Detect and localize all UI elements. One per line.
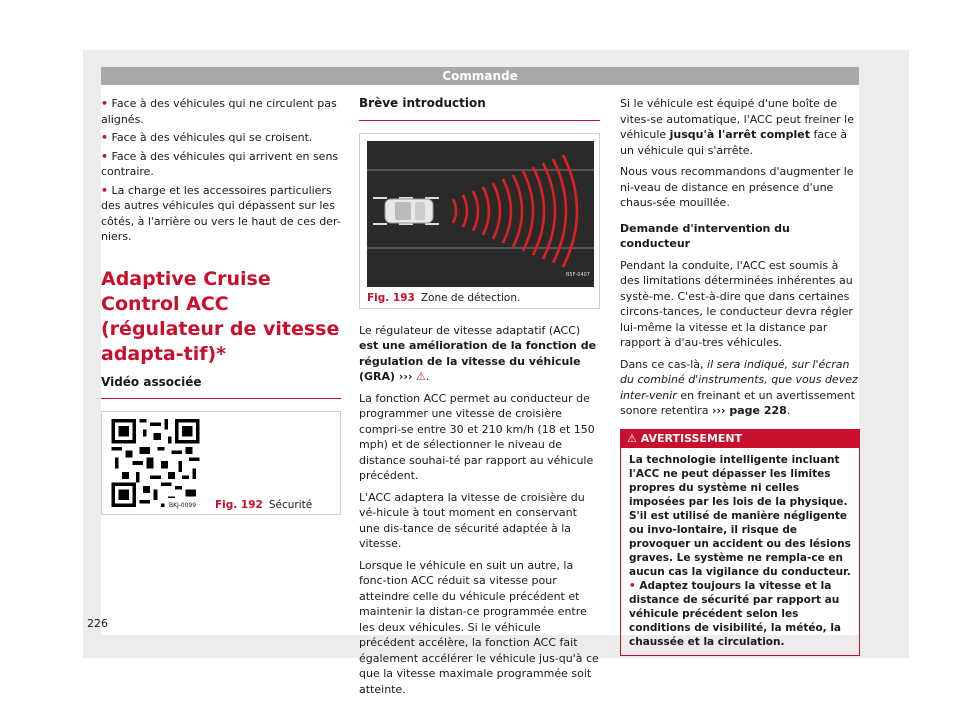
subsection-title: Vidéo associée [101, 375, 341, 400]
body-text [359, 323, 600, 698]
paragraph: Lorsque le véhicule en suit un autre, la fonc-tion ACC réduit sa vitesse pour atteindre celle du véhicule précédent et maintenir la distan-ce programmée entre les deux véhicules. Si le véhicule précédent accélère, la fonction ACC fait également accélérer le véhicule jus-qu'à ce que la vitesse maximale programmée soit atteinte. [359, 558, 599, 696]
bullet-icon: • [101, 183, 109, 197]
warning-triangle-icon: ⚠ [627, 431, 637, 445]
qr-code-label: BKJ-0099 [168, 498, 197, 514]
paragraph: Nous vous recommandons d'augmenter le ni-veau de distance en présence d'une chaus-sée mouillée. [620, 165, 854, 209]
figure-caption-text: Sécurité [268, 499, 313, 511]
road-illustration [367, 141, 594, 287]
paragraph: Le régulateur de vitesse adaptatif (ACC) est une amélioration de la fonction de régulation de la vitesse du véhicule (GRA) ››› ⚠. [359, 323, 597, 383]
figure-caption-text: Zone de détection. [420, 291, 521, 304]
warning-triangle-icon: ⚠ [416, 370, 426, 383]
bullet-icon: • [101, 97, 109, 110]
running-header: Commande [101, 67, 859, 85]
section-title: Brève introduction [359, 96, 600, 121]
figure-code: B5F-0407 [565, 272, 590, 278]
page-link[interactable]: ››› page 228 [711, 404, 787, 417]
figure-number: Fig. 192 [215, 499, 263, 511]
paragraph: Dans ce cas-là, il sera indiqué, sur l'écran du combiné d'instruments, que vous devez inter-venir en freinant et un avertissement sonore retentira ››› page 228. [620, 357, 858, 417]
paragraph: La fonction ACC permet au conducteur de programmer une vitesse de croisière compri-se entre 30 et 210 km/h (18 et 150 mph) et de sélectionner le niveau de distance souhai-té par rapport au véhicule précédent. [359, 391, 595, 482]
page-number: 226 [87, 617, 108, 630]
warning-title: AVERTISSEMENT [640, 431, 743, 445]
warning-text: La technologie intelligente incluant l'ACC ne peut dépasser les limites propres du système ni celles imposées par les lois de la physique. S'il est utilisé de manière négligente ou invo-lontaire, il risque de provoquer un accident ou des lésions graves. Le système ne rempla-ce en aucun cas la vigilance du conducteur. [629, 453, 851, 578]
paragraph: Si le véhicule est équipé d'une boîte de vites-se automatique, l'ACC peut freiner le véhicule jusqu'à l'arrêt complet face à un véhicule qui s'arrête. [620, 97, 854, 157]
figure-192 [101, 411, 341, 515]
column-left [101, 96, 341, 515]
warning-header [621, 430, 859, 448]
bullet-icon: • [101, 131, 109, 144]
list-item: • La charge et les accessoires particuliers des autres véhicules qui dépassent sur les côtés, à l'arrière ou vers le haut de ces der-niers. [101, 183, 341, 243]
car-icon [385, 199, 433, 223]
figure-193 [359, 133, 600, 309]
list-item: • Adaptez toujours la vitesse et la distance de sécurité par rapport au véhicule précédent selon les conditions de visibilité, la météo, la chaussée et la circulation. [629, 579, 842, 648]
figure-number: Fig. 193 [367, 291, 415, 304]
list-item: • Face à des véhicules qui se croisent. [101, 131, 313, 144]
qr-code-icon[interactable] [109, 419, 202, 507]
column-middle [359, 96, 600, 703]
list-item: • Face à des véhicules qui arrivent en sens contraire. [101, 149, 339, 178]
section-title: Adaptive Cruise Control ACC (régulateur de vitesse adapta-tif)* [101, 267, 340, 365]
list-item: • Face à des véhicules qui ne circulent pas alignés. [101, 97, 337, 126]
bullet-icon: • [629, 579, 636, 592]
paragraph: Pendant la conduite, l'ACC est soumis à des limitations déterminées inhérentes au systè-me. C'est-à-dire que dans certaines circons-tances, le conducteur devra régler lui-même la vitesse et la distance par rapport à d'au-tres véhicules. [620, 258, 853, 349]
paragraph: L'ACC adaptera la vitesse de croisière du vé-hicule à tout moment en conservant une dis-tance de sécurité adaptée à la vitesse. [359, 490, 585, 550]
bullet-icon: • [101, 149, 109, 163]
warning-body [621, 448, 859, 655]
column-right [620, 96, 860, 656]
detection-zone-illustration [367, 141, 594, 287]
figure-caption [367, 291, 520, 307]
subheading: Demande d'intervention du conducteur [620, 221, 790, 250]
figure-caption [215, 498, 312, 514]
warning-box [620, 429, 860, 656]
